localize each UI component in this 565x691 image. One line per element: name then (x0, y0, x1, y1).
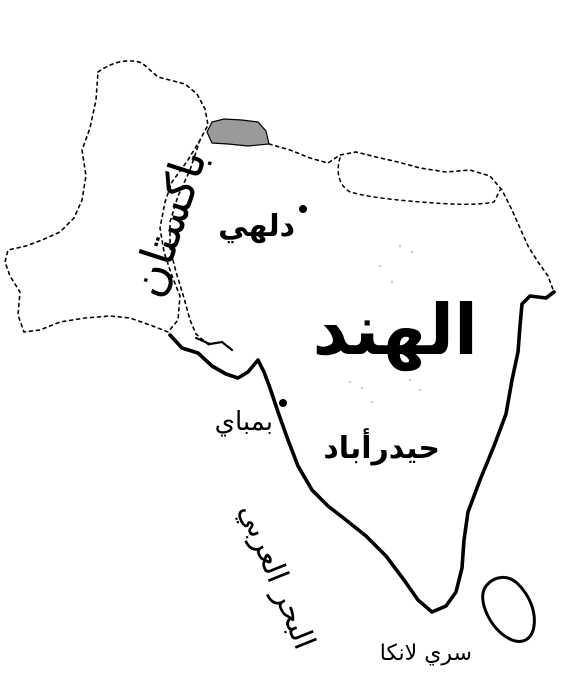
delhi-label: دلهي (218, 209, 295, 244)
nepal-border (338, 158, 500, 204)
hyderabad-label: حيدرأباد (323, 431, 440, 466)
pakistan-region (5, 61, 217, 332)
pakistan-label: باكستان (119, 142, 218, 304)
india-north-border (269, 144, 554, 292)
sri-lanka-label: سري لانكا (379, 641, 472, 666)
india-label: الهند (312, 289, 478, 371)
kashmir-shaded-area (207, 119, 269, 146)
gujarat-coast-detail (196, 338, 232, 350)
mumbai-label: بمباي (214, 407, 273, 437)
delhi-marker (299, 205, 307, 213)
sri-lanka-island (483, 577, 535, 641)
mumbai-marker (279, 399, 287, 407)
arabian-sea-label: البحر العربي (231, 498, 322, 655)
